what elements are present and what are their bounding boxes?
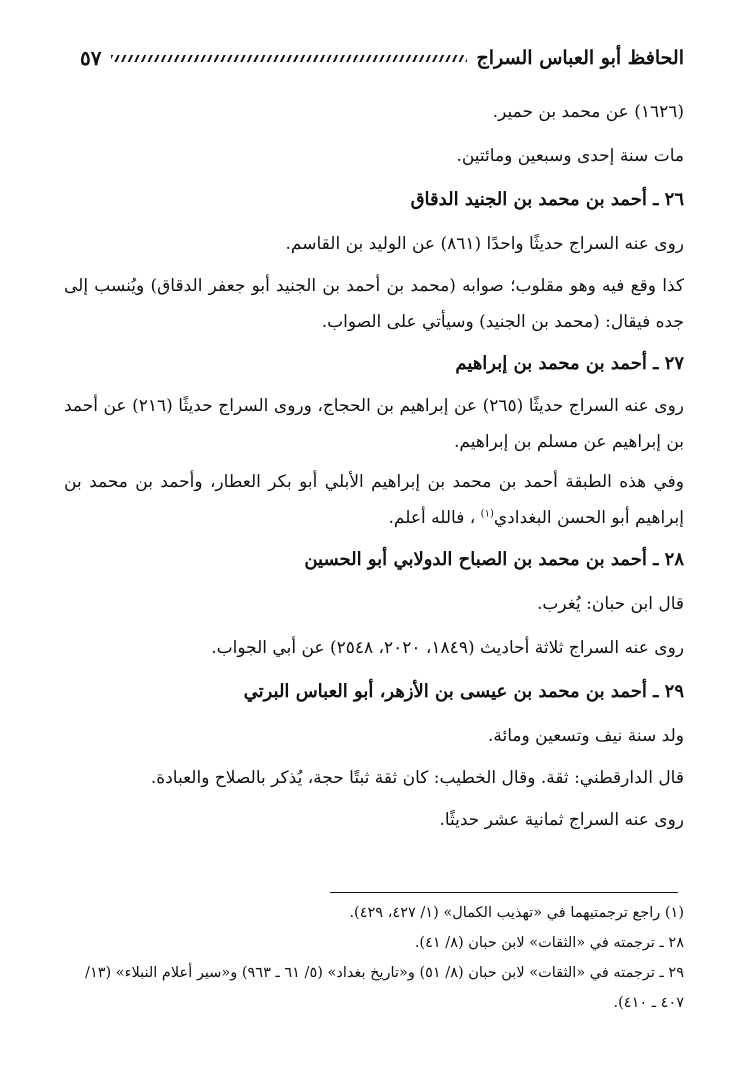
header-ornament-rule: [111, 55, 466, 62]
page-header: [80, 38, 684, 78]
paragraph: مات سنة إحدى وسبعين ومائتين.: [456, 146, 684, 166]
footnotes: [64, 898, 684, 1018]
page-number: ٥٧: [80, 46, 102, 70]
entry-heading: ٢٨ ـ أحمد بن محمد بن الصباح الدولابي أبو الحسين: [304, 549, 684, 570]
entry-heading: ٢٦ ـ أحمد بن محمد بن الجنيد الدقاق: [410, 189, 684, 210]
footnote-marker: (١): [480, 508, 494, 520]
running-title: الحافظ أبو العباس السراج: [476, 47, 684, 69]
paragraph: [64, 464, 684, 536]
paragraph: روى عنه السراج حديثًا واحدًا (٨٦١) عن الوليد بن القاسم.: [285, 234, 684, 254]
paragraph: كذا وقع فيه وهو مقلوب؛ صوابه (محمد بن أحمد بن الجنيد أبو جعفر الدقاق) ويُنسب إلى جده فيقال: (محمد بن الجنيد) وسيأتي على الصواب.: [64, 276, 684, 332]
paragraph-tail: ، فالله أعلم.: [388, 508, 476, 528]
paragraph: (١٦٢٦) عن محمد بن حمير.: [492, 102, 684, 122]
paragraph: قال ابن حبان: يُغرب.: [536, 594, 684, 614]
main-text: [64, 92, 684, 892]
paragraph: قال الدارقطني: ثقة. وقال الخطيب: كان ثقة ثبتًا حجة، يُذكر بالصلاح والعبادة.: [150, 768, 684, 788]
paragraph: روى عنه السراج ثلاثة أحاديث (١٨٤٩، ٢٠٢٠، ٢٥٤٨) عن أبي الجواب.: [211, 638, 684, 658]
paragraph: روى عنه السراج ثمانية عشر حديثًا.: [439, 810, 684, 830]
footnote-separator: [330, 892, 678, 893]
entry-heading: ٢٧ ـ أحمد بن محمد بن إبراهيم: [455, 353, 684, 374]
paragraph: روى عنه السراج حديثًا (٢٦٥) عن إبراهيم بن الحجاج، وروى السراج حديثًا (٢١٦) عن أحمد بن إبراهيم عن مسلم بن إبراهيم.: [64, 396, 684, 452]
paragraph: ولد سنة نيف وتسعين ومائة.: [488, 726, 684, 746]
footnote: ٢٨ ـ ترجمته في «الثقات» لابن حبان (٨/ ٤١).: [414, 935, 684, 951]
paragraph-text: وفي هذه الطبقة أحمد بن محمد بن إبراهيم الأبلي أبو بكر العطار، وأحمد بن محمد بن إبراهيم أبو الحسن البغدادي: [64, 472, 684, 528]
footnote: ٢٩ ـ ترجمته في «الثقات» لابن حبان (٨/ ٥١) و«تاريخ بغداد» (٥/ ٦١ ـ ٩٦٣) و«سير أعلام النبلاء» (١٣/ ٤٠٧ ـ ٤١٠).: [85, 965, 684, 1011]
footnote: (١) راجع ترجمتيهما في «تهذيب الكمال» (١/ ٤٢٧، ٤٢٩).: [349, 905, 684, 921]
entry-heading: ٢٩ ـ أحمد بن محمد بن عيسى بن الأزهر، أبو العباس البرتي: [243, 681, 684, 702]
